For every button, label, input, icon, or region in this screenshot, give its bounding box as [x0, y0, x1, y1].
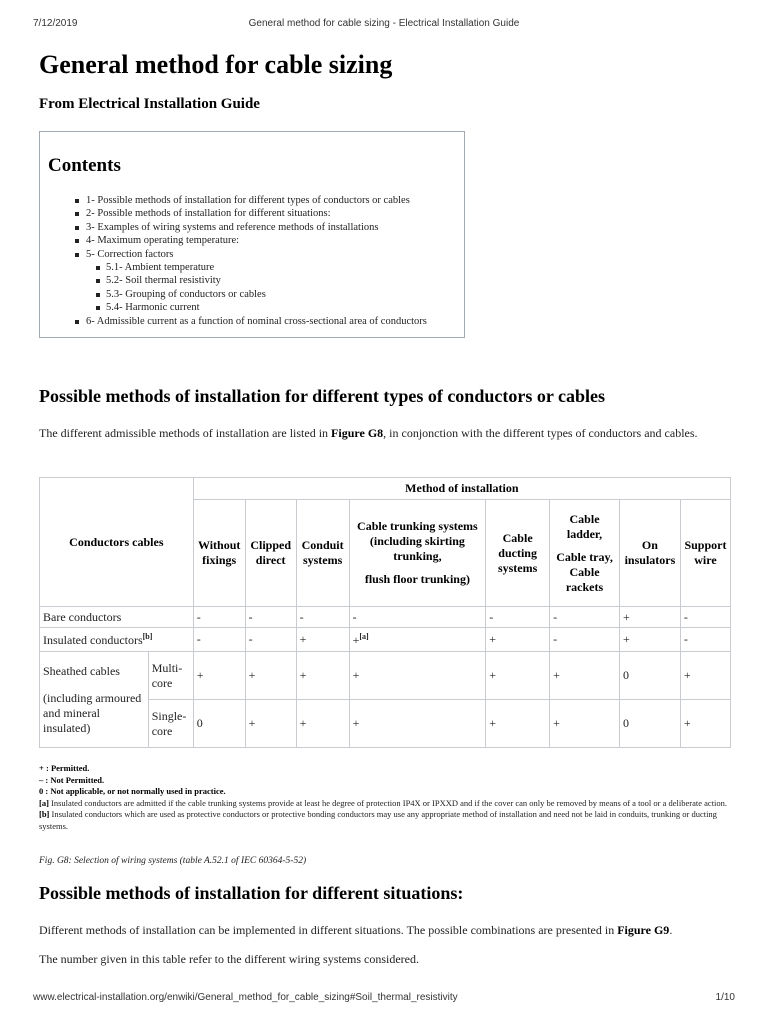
section-heading-2: Possible methods of installation for different situations: — [39, 883, 464, 903]
table-cell: - — [486, 607, 550, 628]
note-text: Permitted. — [50, 763, 90, 773]
col-without-fixings: Without fixings — [193, 500, 245, 607]
para-text: . — [669, 923, 673, 937]
col-cable-trunking-line2: flush floor trunking) — [364, 572, 470, 586]
table-cell: + — [619, 628, 680, 652]
row-label-bare: Bare conductors — [40, 607, 194, 628]
col-on-insulators: On insulators — [619, 500, 680, 607]
col-cable-ducting: Cable ducting systems — [486, 500, 550, 607]
section2-paragraph-1 — [39, 921, 731, 939]
table-of-contents — [39, 131, 465, 338]
row-label-sheathed-line1: Sheathed cables — [43, 663, 120, 678]
toc-item-5-4[interactable]: 5.4- Harmonic current — [74, 301, 464, 314]
print-header — [0, 0, 768, 29]
table-cell: - — [193, 628, 245, 652]
row-label-insulated-text: Insulated conductors — [43, 632, 143, 647]
table-cell: + — [296, 628, 349, 652]
table-cell: + — [245, 652, 296, 700]
table-cell: - — [245, 607, 296, 628]
table-cell: + — [349, 652, 486, 700]
row-label-insulated — [40, 628, 194, 652]
figure-g8-link[interactable]: Figure G8 — [331, 426, 384, 440]
table-row-bare — [40, 607, 731, 628]
table-cell: + — [296, 700, 349, 748]
method-of-installation-header: Method of installation — [193, 478, 730, 500]
section-heading-1: Possible methods of installation for different types of conductors or cables — [39, 386, 605, 406]
note-text: Insulated conductors which are used as protective conductors or protective bonding conductors may use any appropriate method of installation and need not be laid in conduits, trunking or ducting systems. — [39, 809, 717, 831]
table-cell: - — [349, 607, 486, 628]
table-row-insulated — [40, 628, 731, 652]
page-title: General method for cable sizing — [39, 50, 393, 79]
table-cell: - — [550, 628, 620, 652]
table-cell: - — [680, 607, 730, 628]
note-not-applicable — [39, 786, 739, 798]
print-url: www.electrical-installation.org/enwiki/General_method_for_cable_sizing#Soil_thermal_resistivity — [33, 992, 458, 1003]
row-label-sheathed-line2: (including armoured and mineral insulated) — [43, 690, 142, 735]
toc-item-6[interactable]: 6- Admissible current as a function of nominal cross-sectional area of conductors — [74, 315, 464, 328]
figure-g9-link[interactable]: Figure G9 — [617, 923, 670, 937]
table-cell: 0 — [193, 700, 245, 748]
col-cable-trunking — [349, 500, 486, 607]
toc-title: Contents — [48, 155, 121, 176]
page-subtitle: From Electrical Installation Guide — [39, 96, 260, 112]
note-permitted — [39, 763, 739, 775]
section2-paragraph-2: The number given in this table refer to the different wiring systems considered. — [39, 952, 420, 966]
toc-item-5-3[interactable]: 5.3- Grouping of conductors or cables — [74, 288, 464, 301]
table-cell: 0 — [619, 700, 680, 748]
table-cell: + — [193, 652, 245, 700]
note-symbol: 0 : — [39, 786, 49, 796]
para-text: Different methods of installation can be implemented in different situations. The possible combinations are presented in — [39, 923, 618, 937]
note-tag: [a] — [39, 797, 49, 808]
section1-paragraph — [39, 424, 731, 442]
table-cell: + — [680, 652, 730, 700]
toc-item-1[interactable]: 1- Possible methods of installation for different types of conductors or cables — [74, 194, 464, 207]
table-cell: - — [680, 628, 730, 652]
toc-item-5-2[interactable]: 5.2- Soil thermal resistivity — [74, 274, 464, 287]
table-cell: - — [296, 607, 349, 628]
table-cell: + — [486, 700, 550, 748]
row-label-multi-core: Multi-core — [148, 652, 193, 700]
col-cable-ladder-line1: Cable ladder, — [566, 511, 603, 541]
col-support-wire: Support wire — [680, 500, 730, 607]
table-cell: - — [193, 607, 245, 628]
note-b-ref[interactable]: [b] — [142, 631, 153, 641]
wiring-systems-table — [39, 477, 731, 748]
table-cell: + — [245, 700, 296, 748]
toc-item-2[interactable]: 2- Possible methods of installation for different situations: — [74, 207, 464, 220]
note-b — [39, 809, 739, 832]
table-cell: + — [550, 652, 620, 700]
table-cell: + — [486, 628, 550, 652]
table-cell: + — [550, 700, 620, 748]
note-text: Insulated conductors are admitted if the cable trunking systems provide at least he degree of protection IP4X or IPXXD and if the cover can only be removed by means of a tool or a deliberate action. — [51, 797, 728, 808]
print-page-number: 1/10 — [715, 992, 735, 1003]
table-cell: + — [349, 700, 486, 748]
row-label-sheathed — [40, 652, 149, 748]
cell-value: + — [352, 632, 360, 647]
note-tag: [b] — [39, 809, 50, 819]
note-text: Not Permitted. — [50, 774, 105, 785]
col-cable-trunking-line1: Cable trunking systems (including skirting trunking, — [357, 519, 478, 563]
table-cell: - — [550, 607, 620, 628]
table-cell: 0 — [619, 652, 680, 700]
para-text: , in conjonction with the different types of conductors and cables. — [383, 426, 698, 440]
table-cell — [349, 628, 486, 652]
table-cell: - — [245, 628, 296, 652]
note-a-ref[interactable]: [a] — [359, 631, 369, 641]
figure-caption: Fig. G8: Selection of wiring systems (table A.52.1 of IEC 60364-5-52) — [39, 856, 307, 866]
toc-item-3[interactable]: 3- Examples of wiring systems and reference methods of installations — [74, 221, 464, 234]
col-cable-ladder — [550, 500, 620, 607]
table-cell: + — [619, 607, 680, 628]
toc-item-4[interactable]: 4- Maximum operating temperature: — [74, 234, 464, 247]
col-conduit-systems: Conduit systems — [296, 500, 349, 607]
table-notes — [39, 763, 739, 832]
toc-item-5-1[interactable]: 5.1- Ambient temperature — [74, 261, 464, 274]
print-date: 7/12/2019 — [33, 18, 78, 29]
print-page-title: General method for cable sizing - Electrical Installation Guide — [248, 18, 520, 29]
col-clipped-direct: Clipped direct — [245, 500, 296, 607]
row-label-single-core: Single-core — [148, 700, 193, 748]
table-corner-header: Conductors cables — [40, 478, 194, 607]
table-cell: + — [296, 652, 349, 700]
toc-item-5[interactable]: 5- Correction factors — [74, 248, 464, 261]
toc-list — [74, 194, 464, 328]
table-row-sheathed-multi — [40, 652, 731, 700]
note-text: Not applicable, or not normally used in practice. — [50, 786, 226, 796]
table-cell: + — [680, 700, 730, 748]
note-symbol: + : — [39, 763, 49, 773]
note-a — [39, 798, 739, 810]
table-cell: + — [486, 652, 550, 700]
col-cable-ladder-line2: Cable tray, Cable rackets — [556, 549, 613, 594]
note-not-permitted — [39, 775, 739, 787]
para-text: The different admissible methods of installation are listed in — [39, 426, 332, 440]
note-symbol: – : — [39, 774, 49, 785]
